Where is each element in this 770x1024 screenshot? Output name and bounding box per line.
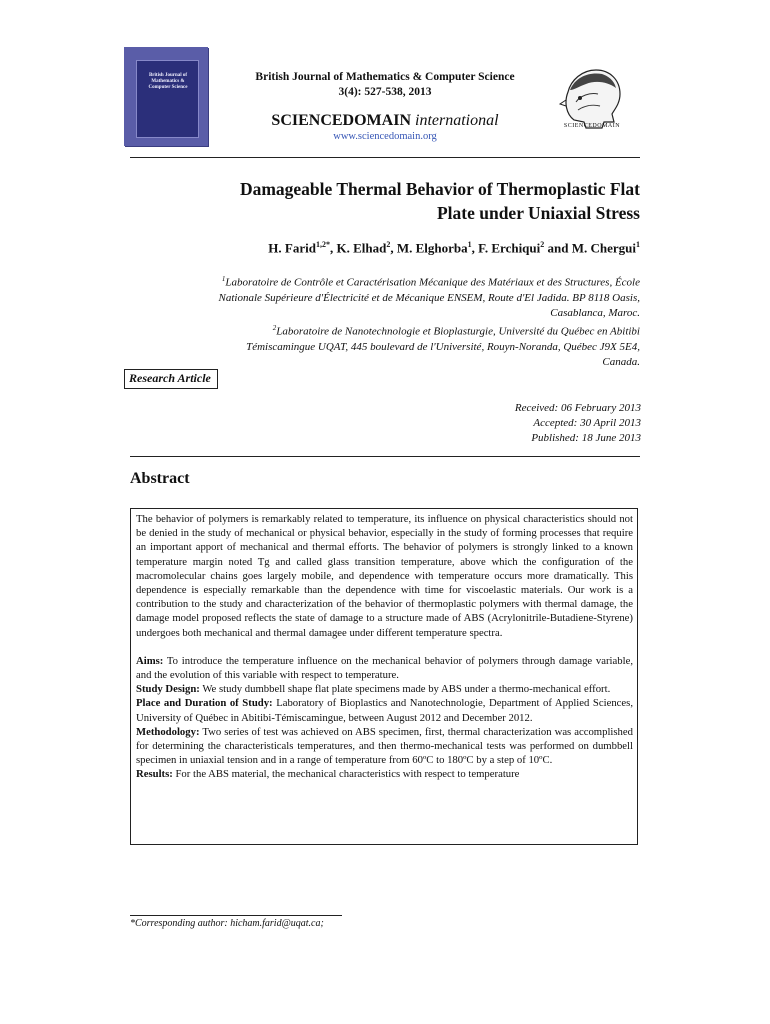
- published-date: Published: 18 June 2013: [531, 432, 641, 444]
- paper-title-line-1: Damageable Thermal Behavior of Thermoplastic Flat: [239, 179, 640, 199]
- affiliation-1-line-1: [130, 272, 640, 291]
- affiliation-2-line-2: Témiscamingue UQAT, 445 boulevard de l'Université, Rouyn-Noranda, Québec J9X 5E4,: [246, 341, 640, 354]
- author-affiliation-mark: 2: [386, 240, 391, 249]
- article-type-badge: Research Article: [124, 369, 218, 389]
- author-affiliation-mark: 1,2*: [315, 240, 330, 249]
- affiliation-2-line-3: Canada.: [602, 356, 640, 369]
- cover-panel: [136, 60, 199, 138]
- section-divider: [130, 456, 640, 457]
- publisher-website-link[interactable]: www.sciencedomain.org: [333, 131, 437, 142]
- results-label: Results:: [136, 768, 173, 781]
- aims-text: To introduce the temperature influence on the mechanical behavior of polymers through damage variable, and the evolution of this variable with respect to temperature.: [136, 654, 633, 682]
- study-design-text: We study dumbbell shape flat plate specimens made by ABS under a thermo-mechanical effort.: [202, 683, 611, 696]
- affiliation-1-line-2: Nationale Supérieure d'Électricité et de Mécanique ENSEM, Route d'El Jadida. BP 8118 Oasis,: [218, 291, 640, 304]
- abstract-box: [130, 508, 638, 845]
- affiliation-mark: 2: [272, 324, 277, 333]
- author-name: F. Erchiqui: [478, 240, 541, 256]
- affiliation-mark: 1: [221, 275, 226, 283]
- header-divider: [130, 157, 640, 158]
- abstract-place-duration: [136, 696, 633, 724]
- paper-title: [130, 177, 640, 225]
- abstract-heading: Abstract: [130, 470, 190, 487]
- affiliation-text: Laboratoire de Contrôle et Caractérisation Mécanique des Matériaux et des Structures, École: [225, 276, 640, 289]
- abstract-methodology: [136, 725, 633, 768]
- footnote-divider: [130, 915, 342, 916]
- abstract-aims: [136, 654, 633, 682]
- place-duration-label: Place and Duration of Study:: [136, 697, 273, 710]
- cover-title: British Journal of Mathematics & Computer Science: [148, 73, 188, 90]
- author-name: M. Chergui: [571, 240, 636, 256]
- methodology-text: Two series of test was achieved on ABS specimen, first, thermal characterization was accomplished for determining the characteristicals temperatures, and then thermo-mechanical tests was performed on dumbbell specimen in uniaxial tension and in a range of temperature from 60ºC to 180ºC by a step of 10ºC.: [136, 725, 633, 767]
- journal-header: [220, 70, 550, 100]
- paper-title-line-2: Plate under Uniaxial Stress: [436, 203, 640, 223]
- journal-name: British Journal of Mathematics & Computer Science: [255, 71, 515, 83]
- affiliation-1-line-3: Casablanca, Maroc.: [550, 307, 640, 320]
- author-name: H. Farid: [268, 240, 316, 256]
- abstract-body: The behavior of polymers is remarkably related to temperature, its influence on physical characteristics should not be denied in the study of mechanical or physical behavior, especially in the study of forming processes that require an important apport of mechanical and thermal efforts. The behavior of polymers is strongly linked to a known temperature margin noted Tg and called glass transition temperature, above which the configuration of the macromolecular chains goes largely mobile, and dependence with temperature occurs more dramatically. This dependence is especially remarkable than the dependence with time for viscoelastic materials. Our work is a contribution to the study and characterization of the behavior of thermoplastic polymers with thermal damage, the damage model proposed reflects the state of damage to a structure made of ABS (Acrylonitrile-Butadiene-Styrene) undergoes both mechanical and thermal damagee under different temperature spectra.: [136, 513, 633, 639]
- affiliations: [130, 272, 640, 371]
- abstract-results: [136, 767, 633, 781]
- methodology-label: Methodology:: [136, 725, 200, 738]
- author-list: H. Farid$^{1,2*}$, K. Elhad$^2$, M. Elghorba$^1$, F. Erchiqui$^2$ and M. Chergui$^1$: [268, 240, 640, 256]
- author-name: M. Elghorba: [396, 240, 468, 256]
- publisher-logo-text: SCIENCEDOMAIN: [563, 123, 621, 129]
- author-affiliation-mark: 1: [467, 240, 472, 249]
- abstract-study-design: [136, 682, 633, 696]
- publisher-brand: [220, 112, 550, 130]
- journal-cover-image: [124, 47, 208, 146]
- place-duration-text: Laboratory of Bioplastics and Nanotechnologie, Department of Applied Sciences, University of Québec in Abitibi-Témiscamingue, between August 2012 and December 2012.: [136, 697, 633, 724]
- affiliation-text: Laboratoire de Nanotechnologie et Bioplasturgie, Université du Québec en Abitibi: [276, 325, 640, 338]
- author-name: K. Elhad: [336, 240, 387, 256]
- publisher-suffix: international: [415, 112, 499, 129]
- aims-label: Aims:: [136, 654, 164, 667]
- accepted-date: Accepted: 30 April 2013: [533, 417, 641, 429]
- publisher-name: SCIENCEDOMAIN: [271, 112, 411, 129]
- journal-issue: 3(4): 527-538, 2013: [338, 86, 432, 98]
- received-date: Received: 06 February 2013: [514, 402, 641, 414]
- author-affiliation-mark: 2: [540, 240, 545, 249]
- publication-dates: [380, 401, 641, 446]
- corresponding-author-footnote: *Corresponding author: hicham.farid@uqat.ca;: [130, 918, 324, 929]
- affiliation-2-line-1: [130, 321, 640, 340]
- author-affiliation-mark: 1: [636, 240, 640, 249]
- results-text: For the ABS material, the mechanical characteristics with respect to temperature: [175, 768, 520, 781]
- study-design-label: Study Design:: [136, 683, 200, 696]
